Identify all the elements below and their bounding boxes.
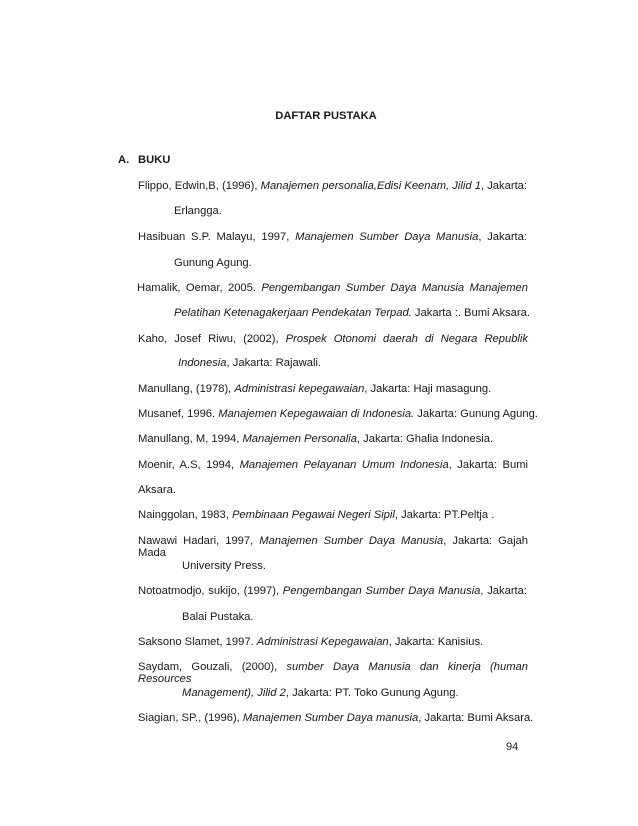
reference-line: Nawawi Hadari, 1997, Manajemen Sumber Daya Manusia, Jakarta: Gajah Mada: [138, 535, 528, 559]
reference-line: Siagian, SP., (1996), Manajemen Sumber Daya manusia, Jakarta: Bumi Aksara.: [138, 712, 534, 724]
reference-line: Notoatmodjo, sukijo, (1997), Pengembangan Sumber Daya Manusia, Jakarta:: [138, 585, 527, 597]
section-heading: [118, 154, 170, 166]
reference-line: Flippo, Edwin,B, (1996), Manajemen personalia,Edisi Keenam, Jilid 1, Jakarta:: [138, 180, 528, 192]
reference-line: Saksono Slamet, 1997. Administrasi Kepegawaian, Jakarta: Kanisius.: [138, 636, 484, 648]
reference-line: Gunung Agung.: [174, 257, 252, 269]
page-title: DAFTAR PUSTAKA: [275, 110, 377, 122]
reference-line: Manullang, (1978), Administrasi kepegawaian, Jakarta: Haji masagung.: [138, 383, 492, 395]
reference-line: Pelatihan Ketenagakerjaan Pendekatan Terpad. Jakarta :. Bumi Aksara.: [174, 307, 530, 319]
reference-line: Indonesia, Jakarta: Rajawali.: [178, 357, 322, 369]
reference-line: Saydam, Gouzali, (2000), sumber Daya Manusia dan kinerja (human Resources: [138, 661, 528, 685]
reference-line: Manullang, M, 1994, Manajemen Personalia, Jakarta: Ghalia Indonesia.: [138, 433, 494, 445]
reference-line: Balai Pustaka.: [182, 611, 254, 623]
reference-line: Hamalik, Oemar, 2005. Pengembangan Sumber Daya Manusia Manajemen: [137, 282, 528, 294]
section-label: BUKU: [138, 154, 171, 166]
reference-line: University Press.: [182, 560, 266, 572]
section-number: A.: [118, 154, 130, 166]
reference-line: Hasibuan S.P. Malayu, 1997, Manajemen Sumber Daya Manusia, Jakarta:: [138, 231, 527, 243]
reference-line: Musanef, 1996. Manajemen Kepegawaian di Indonesia. Jakarta: Gunung Agung.: [138, 408, 538, 420]
reference-line: Nainggolan, 1983, Pembinaan Pegawai Negeri Sipil, Jakarta: PT.Peltja .: [138, 509, 495, 521]
page-number: 94: [506, 741, 519, 753]
reference-line: Moenir, A.S, 1994, Manajemen Pelayanan Umum Indonesia, Jakarta: Bumi: [138, 459, 528, 471]
reference-line: Aksara.: [138, 484, 176, 496]
reference-line: Kaho, Josef Riwu, (2002), Prospek Otonomi daerah di Negara Republik: [138, 333, 528, 345]
reference-line: Management), Jilid 2, Jakarta: PT. Toko Gunung Agung.: [182, 687, 459, 699]
reference-line: Erlangga.: [174, 205, 222, 217]
